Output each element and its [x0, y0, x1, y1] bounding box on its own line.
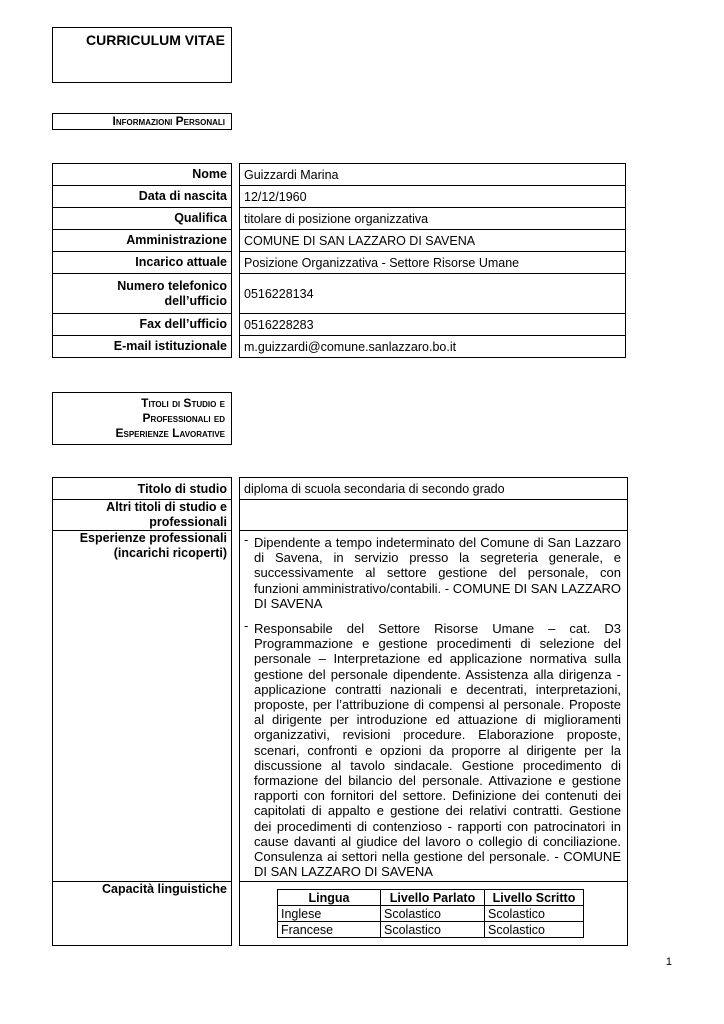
row-nome: [53, 164, 626, 186]
esperienza-item: [244, 532, 621, 611]
row-fax: [53, 314, 626, 336]
languages-header-row: [278, 890, 584, 906]
cv-title: CURRICULUM VITAE: [86, 32, 225, 48]
bullet-dash: -: [244, 532, 249, 547]
label-nome: Nome: [53, 164, 232, 186]
section-studies-heading-line2: Professionali ed: [142, 411, 225, 425]
label-titolo-studio: Titolo di studio: [53, 478, 232, 500]
row-esperienze: [53, 531, 628, 882]
languages-row: [278, 906, 584, 922]
studies-table: [52, 477, 628, 946]
row-incarico: [53, 252, 626, 274]
label-esperienze: Esperienze professionali (incarichi ricoperti): [53, 531, 232, 882]
row-altri-titoli: [53, 500, 628, 531]
label-lingue: Capacità linguistiche: [53, 882, 232, 946]
label-fax: Fax dell’ufficio: [53, 314, 232, 336]
lang-written: Scolastico: [485, 906, 584, 922]
label-email: E-mail istituzionale: [53, 336, 232, 358]
row-data-nascita: [53, 186, 626, 208]
value-fax: 0516228283: [240, 314, 626, 336]
lang-spoken: Scolastico: [381, 906, 485, 922]
personal-info-table: [52, 163, 626, 358]
label-incarico: Incarico attuale: [53, 252, 232, 274]
value-esperienze: [240, 531, 628, 882]
value-lingue: [240, 882, 628, 946]
cv-title-box: [52, 27, 232, 83]
row-titolo-studio: [53, 478, 628, 500]
row-lingue: [53, 882, 628, 946]
label-amministrazione: Amministrazione: [53, 230, 232, 252]
value-email: m.guizzardi@comune.sanlazzaro.bo.it: [240, 336, 626, 358]
row-amministrazione: [53, 230, 626, 252]
row-qualifica: [53, 208, 626, 230]
value-amministrazione: COMUNE DI SAN LAZZARO DI SAVENA: [240, 230, 626, 252]
lang-header-parlato: Livello Parlato: [381, 890, 485, 906]
row-email: [53, 336, 626, 358]
value-incarico: Posizione Organizzativa - Settore Risorse Umane: [240, 252, 626, 274]
section-studies-heading: [52, 392, 232, 445]
label-data-nascita: Data di nascita: [53, 186, 232, 208]
label-qualifica: Qualifica: [53, 208, 232, 230]
value-data-nascita: 12/12/1960: [240, 186, 626, 208]
section-studies-heading-line1: Titoli di Studio e: [141, 396, 225, 410]
lang-header-scritto: Livello Scritto: [485, 890, 584, 906]
value-qualifica: titolare di posizione organizzativa: [240, 208, 626, 230]
label-altri-titoli: Altri titoli di studio e professionali: [53, 500, 232, 531]
languages-table: [277, 889, 584, 938]
esperienza-item: [244, 618, 621, 880]
section-studies-heading-line3: Esperienze Lavorative: [115, 426, 225, 440]
page-number: 1: [665, 956, 672, 968]
languages-row: [278, 922, 584, 938]
lang-name: Francese: [278, 922, 381, 938]
value-altri-titoli: [240, 500, 628, 531]
lang-written: Scolastico: [485, 922, 584, 938]
row-telefono: [53, 274, 626, 314]
lang-spoken: Scolastico: [381, 922, 485, 938]
value-telefono: 0516228134: [240, 274, 626, 314]
section-personal-heading: Informazioni Personali: [52, 113, 232, 130]
value-titolo-studio: diploma di scuola secondaria di secondo grado: [240, 478, 628, 500]
lang-header-lingua: Lingua: [278, 890, 381, 906]
bullet-dash: -: [244, 618, 249, 634]
esperienza-text: Dipendente a tempo indeterminato del Comune di San Lazzaro di Savena, in servizio presso la segreteria generale, e successivamente al settore gestione del personale, con funzioni amministrativo/contabili. - COMUNE DI SAN LAZZARO DI SAVENA: [254, 535, 621, 611]
esperienza-text: Responsabile del Settore Risorse Umane – cat. D3 Programmazione e gestione procedimenti di selezione del personale – Interpretazione ed applicazione normativa sulla gestione del personale dipendente. Assistenza alla dirigenza - applicazione contratti nazionali e decentrati, interpretazioni, proposte, per l’attribuzione di compensi al personale. Proposte al dirigente per introduzione ed attuazione di miglioramenti organizzativi, revisioni procedure. Elaborazione proposte, scenari, confronti e opzioni da proporre al dirigente per la discussione al tavolo sindacale. Gestione procedimento di formazione del bilancio del personale. Attivazione e gestione rapporti con fornitori del settore. Definizione dei contenuti dei capitolati di appalto e gestione dei relativi contratti. Gestione dei procedimenti di contenzioso - rapporti con patrocinatori in cause davanti al giudice del lavoro o collegio di conciliazione. Consulenza ai settori nella gestione del personale. - COMUNE DI SAN LAZZARO DI SAVENA: [254, 621, 621, 880]
label-telefono: Numero telefonico dell’ufficio: [53, 274, 232, 314]
value-nome: Guizzardi Marina: [240, 164, 626, 186]
lang-name: Inglese: [278, 906, 381, 922]
